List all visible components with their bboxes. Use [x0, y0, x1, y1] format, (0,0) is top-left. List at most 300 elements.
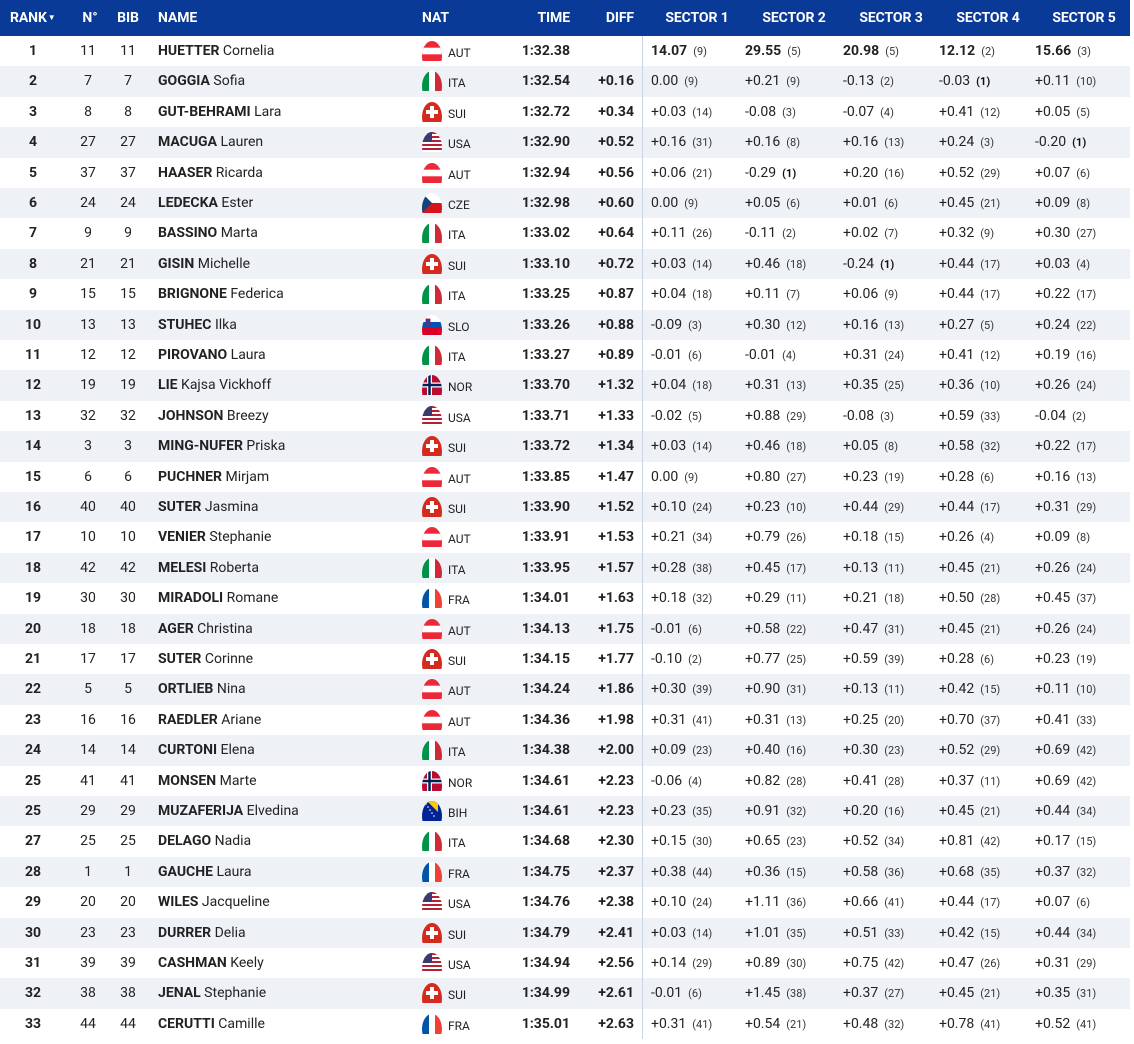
table-row[interactable]: [0, 279, 1130, 309]
column-divider: [642, 97, 643, 127]
diff-cell: +1.33: [598, 407, 634, 424]
sector-rank: (29): [980, 166, 1001, 180]
table-row[interactable]: [0, 583, 1130, 613]
sector-3-cell: [843, 370, 904, 400]
column-divider: [642, 826, 643, 856]
sector-rank: (27): [884, 987, 905, 1001]
sector-value: +0.44: [843, 499, 879, 515]
athlete-name[interactable]: [158, 97, 281, 127]
table-row[interactable]: [0, 340, 1130, 370]
sector-value: +0.41: [1035, 711, 1071, 728]
sector-value: +0.68: [939, 863, 975, 880]
athlete-name[interactable]: [158, 826, 251, 856]
table-row[interactable]: [0, 948, 1130, 978]
sector-3-cell: [843, 887, 904, 917]
sector-value: +0.30: [1035, 225, 1071, 242]
sector-value: +0.23: [651, 803, 687, 819]
sector-value: +0.25: [843, 711, 879, 728]
sector-4-cell: [939, 66, 990, 96]
sector-4-cell: [939, 370, 1000, 400]
rank-cell: 19: [24, 590, 42, 607]
bib-cell: 42: [120, 559, 136, 576]
table-row[interactable]: [0, 522, 1130, 552]
sector-value: 0.00: [651, 468, 679, 485]
sector-5-cell: [1035, 340, 1096, 370]
sector-value: +0.58: [939, 438, 975, 455]
sector-value: +0.26: [1035, 559, 1071, 576]
athlete-first-name: Federica: [230, 286, 284, 303]
column-divider: [642, 766, 643, 796]
sector-1-cell: [651, 614, 702, 644]
athlete-last-name: STUHEC: [158, 316, 212, 333]
sector-value: -0.13: [843, 73, 875, 90]
table-row[interactable]: [0, 310, 1130, 340]
start-number-cell: 20: [80, 894, 96, 911]
sector-1-cell: [651, 249, 712, 279]
sector-rank: (5): [1076, 105, 1091, 119]
diff-cell: +2.41: [598, 924, 634, 941]
athlete-name[interactable]: [158, 796, 299, 826]
bib-cell: 23: [120, 924, 136, 941]
diff-cell: +0.52: [598, 134, 634, 151]
sector-2-cell: [745, 401, 806, 431]
bib-cell: 39: [120, 955, 136, 971]
sector-rank: (26): [786, 531, 807, 545]
sector-rank: (35): [692, 805, 713, 818]
sector-value: +0.20: [843, 803, 879, 819]
sector-rank: (18): [786, 440, 807, 454]
sector-value: +0.91: [745, 803, 781, 819]
athlete-last-name: MACUGA: [158, 134, 218, 151]
table-row[interactable]: [0, 857, 1130, 887]
athlete-last-name: HUETTER: [158, 43, 220, 59]
col-rank-label: RANK: [10, 10, 47, 26]
sector-value: +0.22: [1035, 438, 1071, 455]
sector-rank: (21): [980, 622, 1001, 636]
sector-1-cell: [651, 644, 702, 674]
time-cell: 1:34.79: [521, 924, 570, 941]
sector-value: +0.46: [745, 255, 781, 272]
start-number-cell: 37: [80, 164, 96, 181]
column-divider: [642, 462, 643, 492]
bib-cell: 44: [120, 1015, 136, 1032]
time-cell: 1:34.01: [521, 590, 570, 607]
sector-4-cell: [939, 644, 994, 674]
athlete-last-name: MELESI: [158, 559, 207, 576]
athlete-name[interactable]: [158, 370, 271, 400]
table-row[interactable]: [0, 127, 1130, 157]
rank-cell: 30: [24, 924, 42, 941]
athlete-first-name: Laura: [216, 863, 252, 880]
sector-2-cell: [745, 340, 796, 370]
table-row[interactable]: [0, 735, 1130, 765]
sector-1-cell: [651, 948, 712, 978]
sector-5-cell: [1035, 796, 1096, 826]
column-divider: [642, 492, 643, 522]
athlete-first-name: Ricarda: [215, 164, 263, 181]
sector-5-cell: [1035, 279, 1096, 309]
sector-2-cell: [745, 370, 806, 400]
start-number-cell: 29: [80, 803, 96, 819]
athlete-name[interactable]: [158, 401, 269, 431]
sector-value: -0.01: [651, 985, 683, 1002]
sector-value: +0.45: [939, 803, 975, 819]
nation-code: FRA: [448, 866, 470, 881]
start-number-cell: 11: [80, 43, 96, 59]
sector-value: +0.31: [745, 711, 781, 728]
table-row[interactable]: [0, 492, 1130, 522]
sector-rank: (8): [786, 136, 801, 150]
sector-value: +0.10: [651, 499, 687, 515]
sector-value: +0.28: [939, 468, 975, 485]
diff-cell: +2.23: [598, 803, 634, 819]
diff-cell: +2.61: [598, 985, 634, 1002]
sector-value: +0.11: [745, 286, 781, 303]
athlete-last-name: SUTER: [158, 499, 202, 515]
sector-rank: (30): [692, 835, 713, 849]
table-row[interactable]: [0, 614, 1130, 644]
athlete-name[interactable]: [158, 553, 259, 583]
sector-value: +0.45: [939, 559, 975, 576]
sector-rank: (31): [884, 622, 905, 636]
col-diff[interactable]: DIFF: [605, 10, 634, 26]
sector-rank: (7): [884, 227, 899, 241]
sector-rank: (14): [692, 257, 713, 271]
sector-5-cell: [1035, 431, 1096, 461]
sector-rank: (32): [884, 1017, 905, 1031]
table-row[interactable]: [0, 431, 1130, 461]
start-number-cell: 7: [84, 73, 92, 90]
athlete-name[interactable]: [158, 431, 285, 461]
rank-cell: 25: [24, 772, 42, 789]
athlete-name[interactable]: [158, 887, 270, 917]
sector-rank: (15): [980, 683, 1001, 697]
table-row[interactable]: [0, 887, 1130, 917]
col-sector-5[interactable]: SECTOR 5: [1052, 10, 1116, 26]
bib-cell: 40: [120, 499, 136, 515]
sector-1-cell: [651, 218, 712, 248]
sector-4-cell: [939, 826, 1000, 856]
table-row[interactable]: [0, 644, 1130, 674]
athlete-name[interactable]: [158, 36, 274, 66]
athlete-last-name: CURTONI: [158, 742, 218, 759]
table-row[interactable]: [0, 462, 1130, 492]
athlete-name[interactable]: [158, 158, 263, 188]
col-sector-2[interactable]: SECTOR 2: [762, 10, 826, 26]
sector-rank: (22): [786, 622, 807, 636]
sector-value: -0.01: [651, 620, 683, 637]
athlete-name[interactable]: [158, 735, 255, 765]
sector-rank: (41): [692, 713, 713, 727]
nation-code: NOR: [448, 775, 473, 790]
sector-rank: (27): [1076, 227, 1097, 241]
sector-rank: (38): [692, 561, 713, 575]
athlete-last-name: LIE: [158, 377, 178, 394]
athlete-name[interactable]: [158, 310, 237, 340]
sector-rank: (41): [692, 1017, 713, 1031]
sector-rank: (32): [1076, 865, 1097, 879]
sector-rank: (23): [786, 835, 807, 849]
sector-value: +0.44: [939, 499, 975, 515]
sector-value: +0.81: [939, 833, 975, 850]
bib-cell: 10: [120, 529, 136, 546]
column-divider: [642, 614, 643, 644]
diff-cell: +0.72: [598, 255, 634, 272]
athlete-name[interactable]: [158, 644, 253, 674]
sector-2-cell: [745, 522, 806, 552]
table-row[interactable]: [0, 826, 1130, 856]
sector-1-cell: [651, 462, 698, 492]
time-cell: 1:34.75: [521, 863, 570, 880]
sector-value: -0.07: [843, 103, 875, 120]
sector-value: +0.46: [745, 438, 781, 455]
table-row[interactable]: [0, 401, 1130, 431]
col-time[interactable]: TIME: [537, 10, 570, 26]
rank-cell: 32: [24, 985, 42, 1002]
nation-code: ITA: [448, 228, 466, 243]
sector-value: +1.01: [745, 924, 781, 941]
athlete-name[interactable]: [158, 948, 264, 978]
nation-code: SUI: [448, 106, 467, 121]
sector-rank: (33): [1076, 713, 1097, 727]
nation-code: NOR: [448, 380, 473, 395]
sector-value: +0.30: [843, 742, 879, 759]
athlete-first-name: Stephanie: [204, 985, 267, 1002]
table-row[interactable]: [0, 158, 1130, 188]
sector-rank: (5): [885, 45, 899, 58]
time-cell: 1:33.91: [521, 529, 570, 546]
athlete-name[interactable]: [158, 340, 266, 370]
sector-value: +0.44: [1035, 924, 1071, 941]
bib-cell: 7: [124, 73, 132, 90]
sector-value: +0.36: [745, 863, 781, 880]
sector-2-cell: [745, 583, 806, 613]
sector-rank: (6): [688, 349, 702, 362]
athlete-first-name: Keely: [230, 955, 264, 971]
time-cell: 1:34.94: [521, 955, 570, 971]
sector-rank: (9): [884, 288, 899, 302]
table-row[interactable]: [0, 674, 1130, 704]
sector-value: +0.51: [843, 924, 879, 941]
nation-code: AUT: [448, 623, 471, 638]
athlete-last-name: PUCHNER: [158, 468, 223, 485]
sector-rank: (4): [980, 531, 995, 545]
table-row[interactable]: [0, 218, 1130, 248]
sector-value: +0.16: [843, 134, 879, 151]
athlete-last-name: BASSINO: [158, 225, 218, 242]
col-sector-3[interactable]: SECTOR 3: [859, 10, 923, 26]
col-sector-1[interactable]: SECTOR 1: [665, 10, 729, 26]
table-row[interactable]: [0, 978, 1130, 1008]
sector-value: +0.03: [651, 924, 687, 941]
sector-value: +0.54: [745, 1015, 781, 1032]
bib-cell: 20: [120, 894, 136, 911]
table-row[interactable]: [0, 918, 1130, 948]
athlete-first-name: Nina: [216, 681, 246, 698]
sector-value: +0.21: [651, 529, 687, 546]
athlete-first-name: Lauren: [220, 134, 264, 151]
sector-value: -0.04: [1035, 407, 1067, 424]
time-cell: 1:32.94: [521, 164, 570, 181]
column-divider: [642, 918, 643, 948]
athlete-name[interactable]: [158, 279, 284, 309]
sector-2-cell: [745, 492, 806, 522]
athlete-name[interactable]: [158, 918, 246, 948]
athlete-name[interactable]: [158, 66, 245, 96]
nation-code: USA: [448, 958, 471, 972]
sector-5-cell: [1035, 188, 1090, 218]
bib-cell: 8: [124, 103, 132, 120]
start-number-cell: 39: [80, 955, 96, 971]
sector-2-cell: [745, 279, 800, 309]
sector-3-cell: [843, 431, 898, 461]
start-number-cell: 44: [80, 1015, 96, 1032]
sector-1-cell: [651, 127, 712, 157]
table-row[interactable]: [0, 36, 1130, 66]
sector-5-cell: [1035, 492, 1096, 522]
table-row[interactable]: [0, 553, 1130, 583]
athlete-name[interactable]: [158, 462, 269, 492]
sector-rank: (17): [1076, 440, 1097, 454]
sector-4-cell: [939, 249, 1000, 279]
sector-rank: (19): [884, 470, 905, 484]
athlete-name[interactable]: [158, 705, 261, 735]
sector-3-cell: [843, 766, 904, 796]
start-number-cell: 12: [80, 347, 96, 363]
sector-value: +0.24: [1035, 316, 1071, 333]
rank-cell: 1: [28, 43, 38, 59]
athlete-first-name: Priska: [246, 438, 286, 455]
sector-rank: (10): [1076, 683, 1097, 697]
sector-rank: (6): [1076, 166, 1091, 180]
table-row[interactable]: [0, 97, 1130, 127]
sector-1-cell: [651, 431, 712, 461]
sector-1-cell: [651, 766, 702, 796]
sector-value: +0.70: [939, 711, 975, 728]
nation-code: AUT: [448, 532, 471, 547]
sector-value: +0.52: [1035, 1015, 1071, 1032]
sector-2-cell: [745, 188, 800, 218]
sector-rank: (34): [1076, 805, 1097, 818]
sector-value: +0.05: [745, 195, 781, 211]
rank-cell: 31: [24, 955, 42, 971]
sector-value: +0.66: [843, 894, 879, 911]
column-divider: [642, 705, 643, 735]
diff-cell: +0.87: [598, 286, 634, 303]
athlete-last-name: JENAL: [158, 985, 201, 1002]
sector-4-cell: [939, 431, 1000, 461]
col-sector-4[interactable]: SECTOR 4: [956, 10, 1020, 26]
athlete-first-name: Camille: [218, 1015, 265, 1032]
sector-value: +0.48: [843, 1015, 879, 1032]
diff-cell: +0.89: [598, 347, 634, 363]
sector-rank: (31): [1076, 987, 1097, 1001]
athlete-last-name: MUZAFERIJA: [158, 803, 244, 819]
sector-3-cell: [843, 918, 904, 948]
start-number-cell: 42: [80, 559, 96, 576]
bib-cell: 24: [120, 195, 136, 211]
sector-1-cell: [651, 340, 702, 370]
sector-value: +0.28: [939, 651, 975, 667]
athlete-name[interactable]: [158, 614, 253, 644]
col-nat[interactable]: NAT: [422, 10, 449, 26]
athlete-name[interactable]: [158, 978, 266, 1008]
sector-2-cell: [745, 127, 800, 157]
sector-rank: (1): [782, 166, 797, 180]
nation-code: USA: [448, 137, 471, 152]
sector-rank: (17): [786, 561, 807, 575]
athlete-name[interactable]: [158, 188, 253, 218]
athlete-first-name: Romane: [226, 590, 279, 607]
table-row[interactable]: [0, 188, 1130, 218]
bib-cell: 16: [120, 711, 136, 728]
sector-value: +0.21: [745, 73, 781, 90]
sector-1-cell: [651, 66, 698, 96]
sector-3-cell: [843, 522, 904, 552]
bib-cell: 27: [120, 134, 136, 151]
sector-3-cell: [843, 401, 894, 431]
diff-cell: +2.00: [598, 742, 634, 759]
athlete-name[interactable]: [158, 857, 251, 887]
sector-rank: (22): [1076, 318, 1097, 332]
time-cell: 1:32.54: [521, 73, 570, 90]
athlete-first-name: Marte: [219, 772, 257, 789]
table-row[interactable]: [0, 66, 1130, 96]
nation-code: AUT: [448, 684, 471, 699]
table-row[interactable]: [0, 249, 1130, 279]
sector-3-cell: [843, 583, 904, 613]
athlete-name[interactable]: [158, 583, 278, 613]
table-row[interactable]: [0, 796, 1130, 826]
col-name[interactable]: NAME: [158, 10, 198, 26]
sector-1-cell: [651, 978, 702, 1008]
sector-3-cell: [843, 158, 904, 188]
athlete-name[interactable]: [158, 218, 258, 248]
table-row[interactable]: [0, 766, 1130, 796]
athlete-name[interactable]: [158, 766, 257, 796]
diff-cell: +0.16: [598, 73, 634, 90]
sector-2-cell: [745, 462, 806, 492]
athlete-name[interactable]: [158, 522, 271, 552]
col-bib[interactable]: BIB: [117, 10, 139, 26]
start-number-cell: 10: [80, 529, 96, 546]
start-number-cell: 5: [84, 681, 92, 698]
sector-rank: (7): [786, 288, 801, 302]
table-row[interactable]: [0, 705, 1130, 735]
column-divider: [642, 279, 643, 309]
sector-4-cell: [939, 796, 1000, 826]
sector-2-cell: [745, 553, 806, 583]
sector-1-cell: [651, 705, 712, 735]
bib-cell: 17: [120, 651, 136, 667]
table-row[interactable]: [0, 370, 1130, 400]
athlete-name[interactable]: [158, 492, 258, 522]
start-number-cell: 1: [84, 863, 92, 880]
athlete-name[interactable]: [158, 249, 250, 279]
sector-value: +0.45: [939, 620, 975, 637]
athlete-name[interactable]: [158, 674, 246, 704]
col-no[interactable]: N°: [82, 10, 98, 26]
time-cell: 1:33.10: [521, 255, 570, 272]
sector-1-cell: [651, 188, 698, 218]
sector-value: +0.16: [651, 134, 687, 151]
sector-5-cell: [1035, 522, 1090, 552]
sector-2-cell: [745, 644, 806, 674]
athlete-name[interactable]: [158, 127, 263, 157]
time-cell: 1:33.95: [521, 559, 570, 576]
col-rank[interactable]: [10, 0, 66, 36]
diff-cell: +2.37: [598, 863, 634, 880]
